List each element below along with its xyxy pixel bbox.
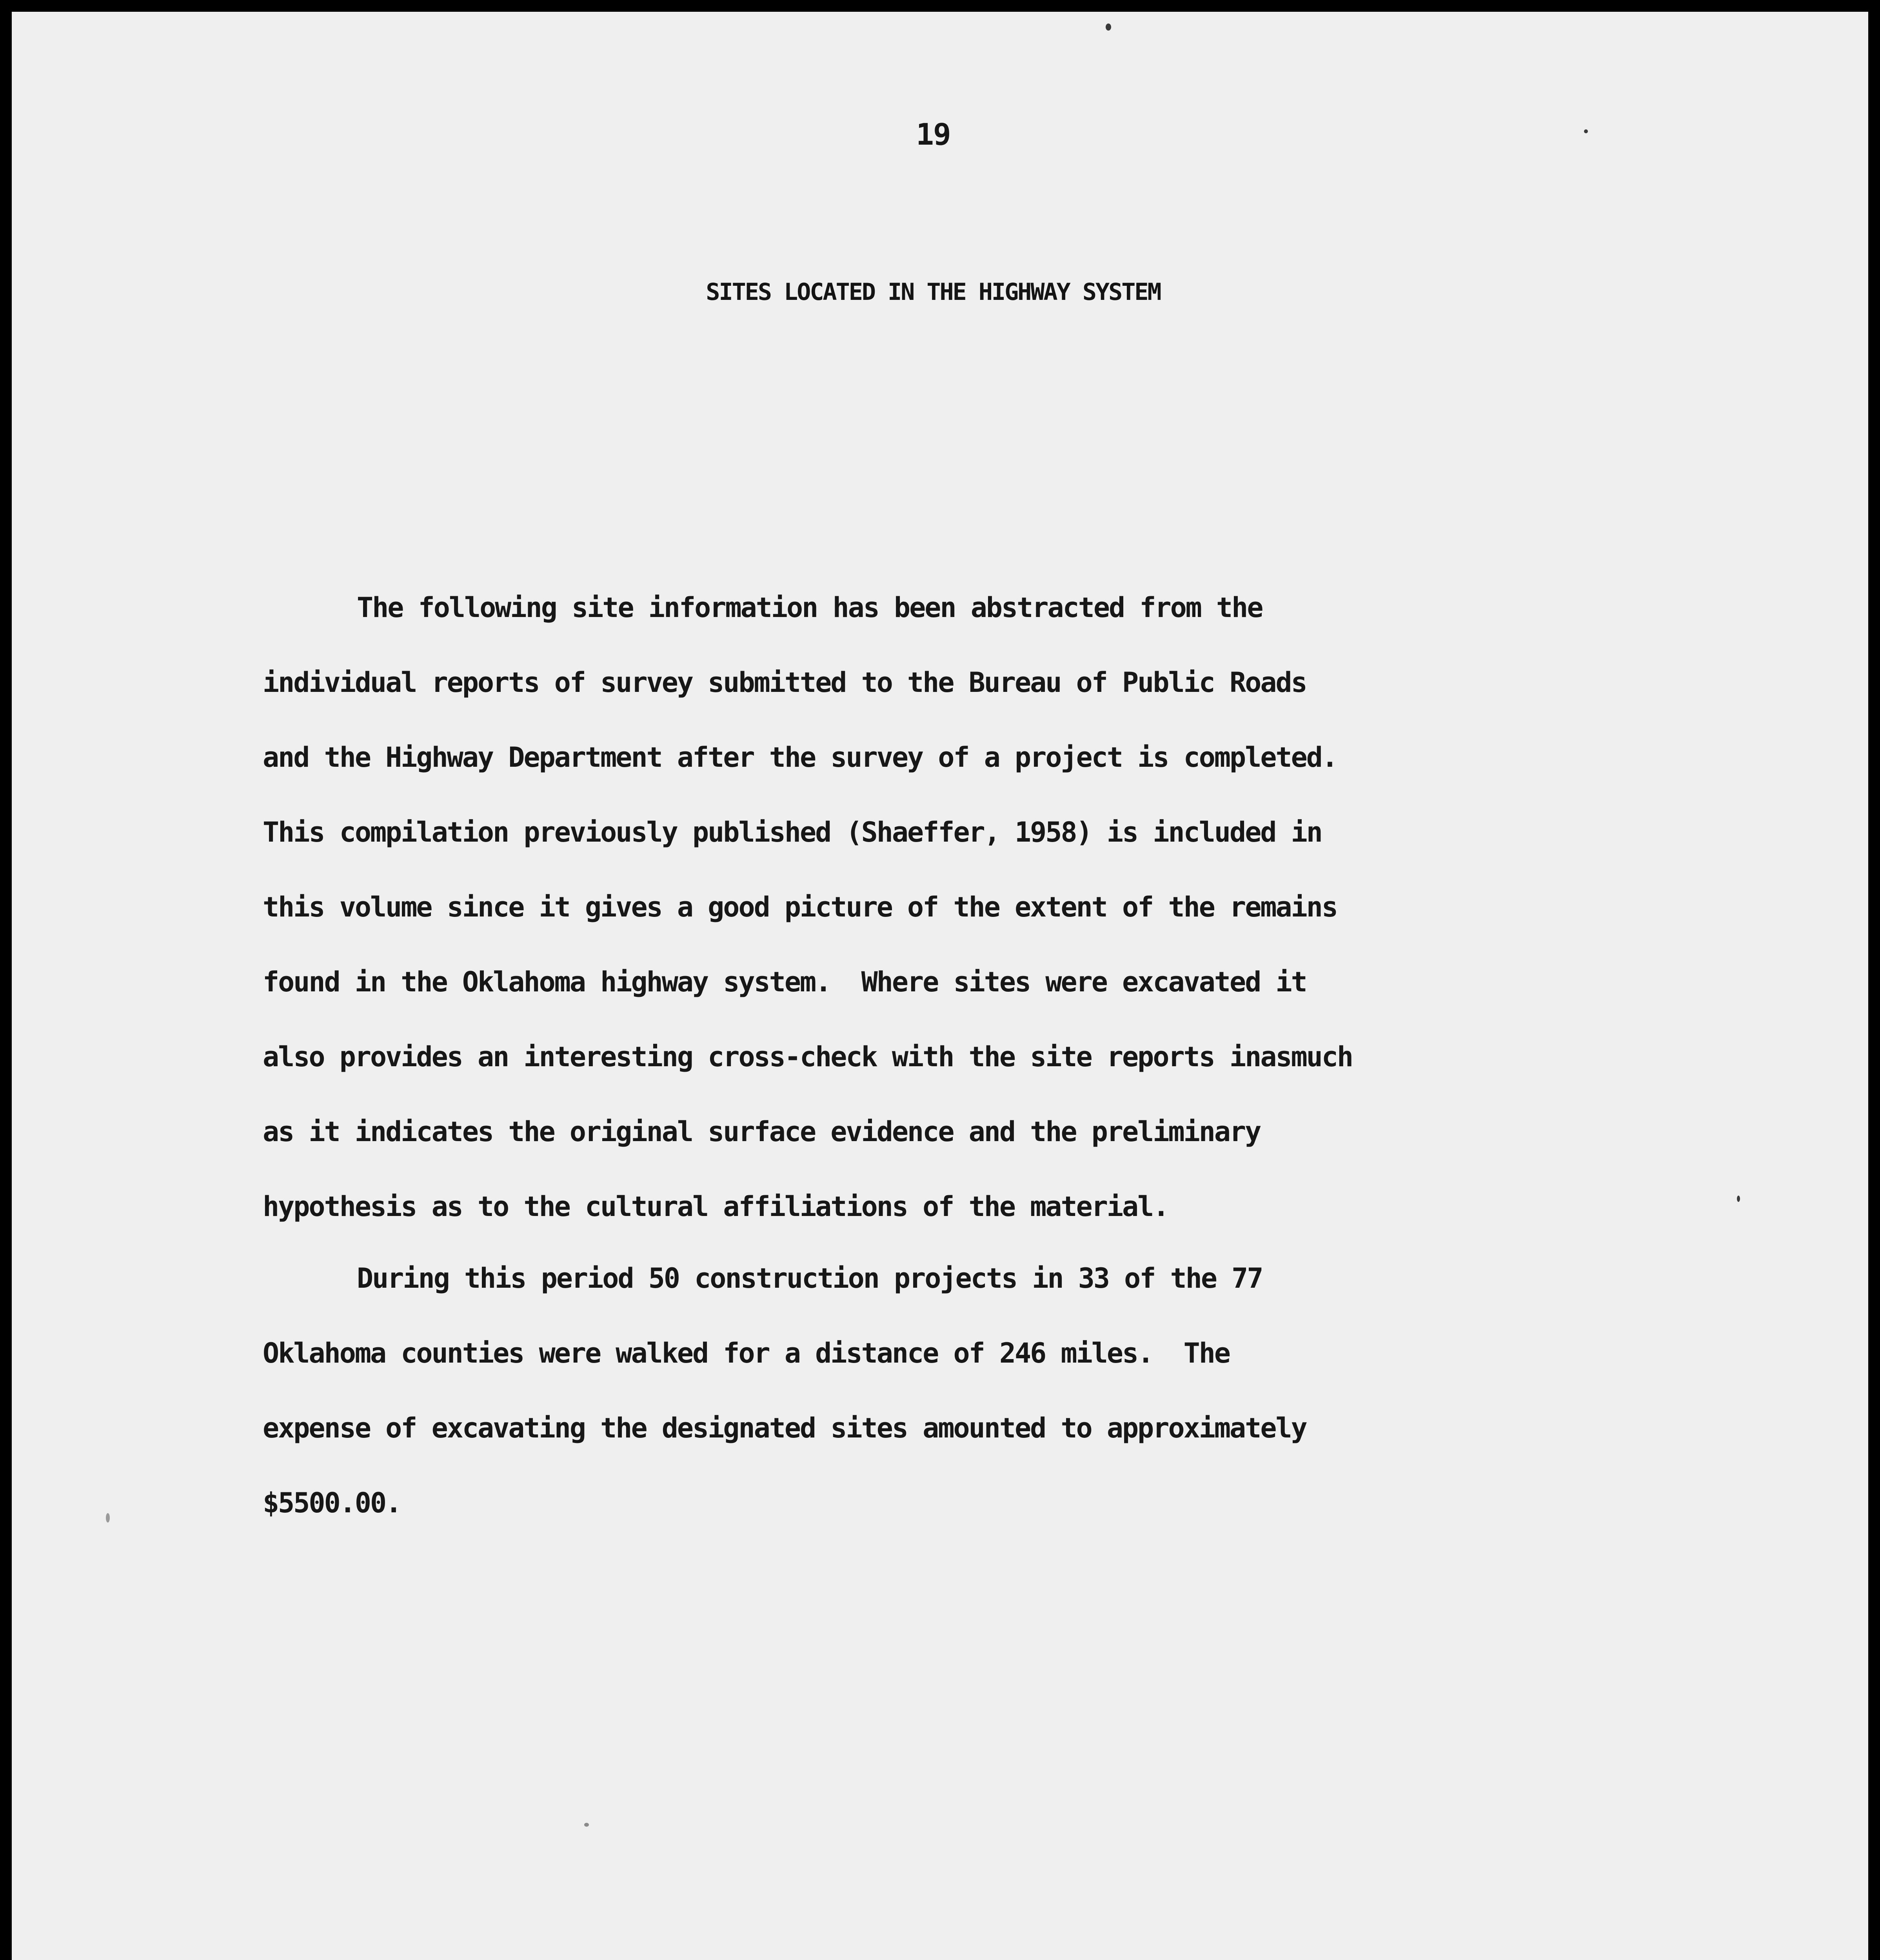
scan-speck	[584, 1823, 589, 1827]
paragraph-line: This compilation previously published (Shaeffer, 1958) is included in	[263, 816, 1322, 848]
paragraph-line: as it indicates the original surface evidence and the preliminary	[263, 1116, 1261, 1148]
paragraph-line: Oklahoma counties were walked for a distance of 246 miles. The	[263, 1337, 1230, 1369]
paragraph-line: During this period 50 construction projects in 33 of the 77	[357, 1262, 1262, 1294]
paragraph-1	[263, 570, 1615, 1244]
page-number: 19	[916, 117, 950, 152]
scan-speck	[1584, 129, 1588, 133]
paragraph-line: hypothesis as to the cultural affiliations of the material.	[263, 1191, 1168, 1223]
paragraph-2	[263, 1241, 1615, 1541]
paragraph-line: and the Highway Department after the survey of a project is completed.	[263, 741, 1337, 773]
paragraph-line: expense of excavating the designated sites amounted to approximately	[263, 1412, 1306, 1444]
paragraph-line: The following site information has been abstracted from the	[357, 592, 1262, 624]
paragraph-line: this volume since it gives a good picture of the extent of the remains	[263, 891, 1337, 923]
paragraph-line: individual reports of survey submitted to the Bureau of Public Roads	[263, 666, 1306, 699]
paragraph-line: $5500.00.	[263, 1487, 401, 1519]
paragraph-line: also provides an interesting cross-check with the site reports inasmuch	[263, 1041, 1353, 1073]
scan-speck	[1737, 1196, 1740, 1202]
scan-speck	[1106, 24, 1111, 31]
scan-speck	[106, 1513, 110, 1523]
section-title: SITES LOCATED IN THE HIGHWAY SYSTEM	[706, 278, 1161, 306]
document-page	[12, 12, 1868, 1960]
paragraph-line: found in the Oklahoma highway system. Where sites were excavated it	[263, 966, 1306, 998]
